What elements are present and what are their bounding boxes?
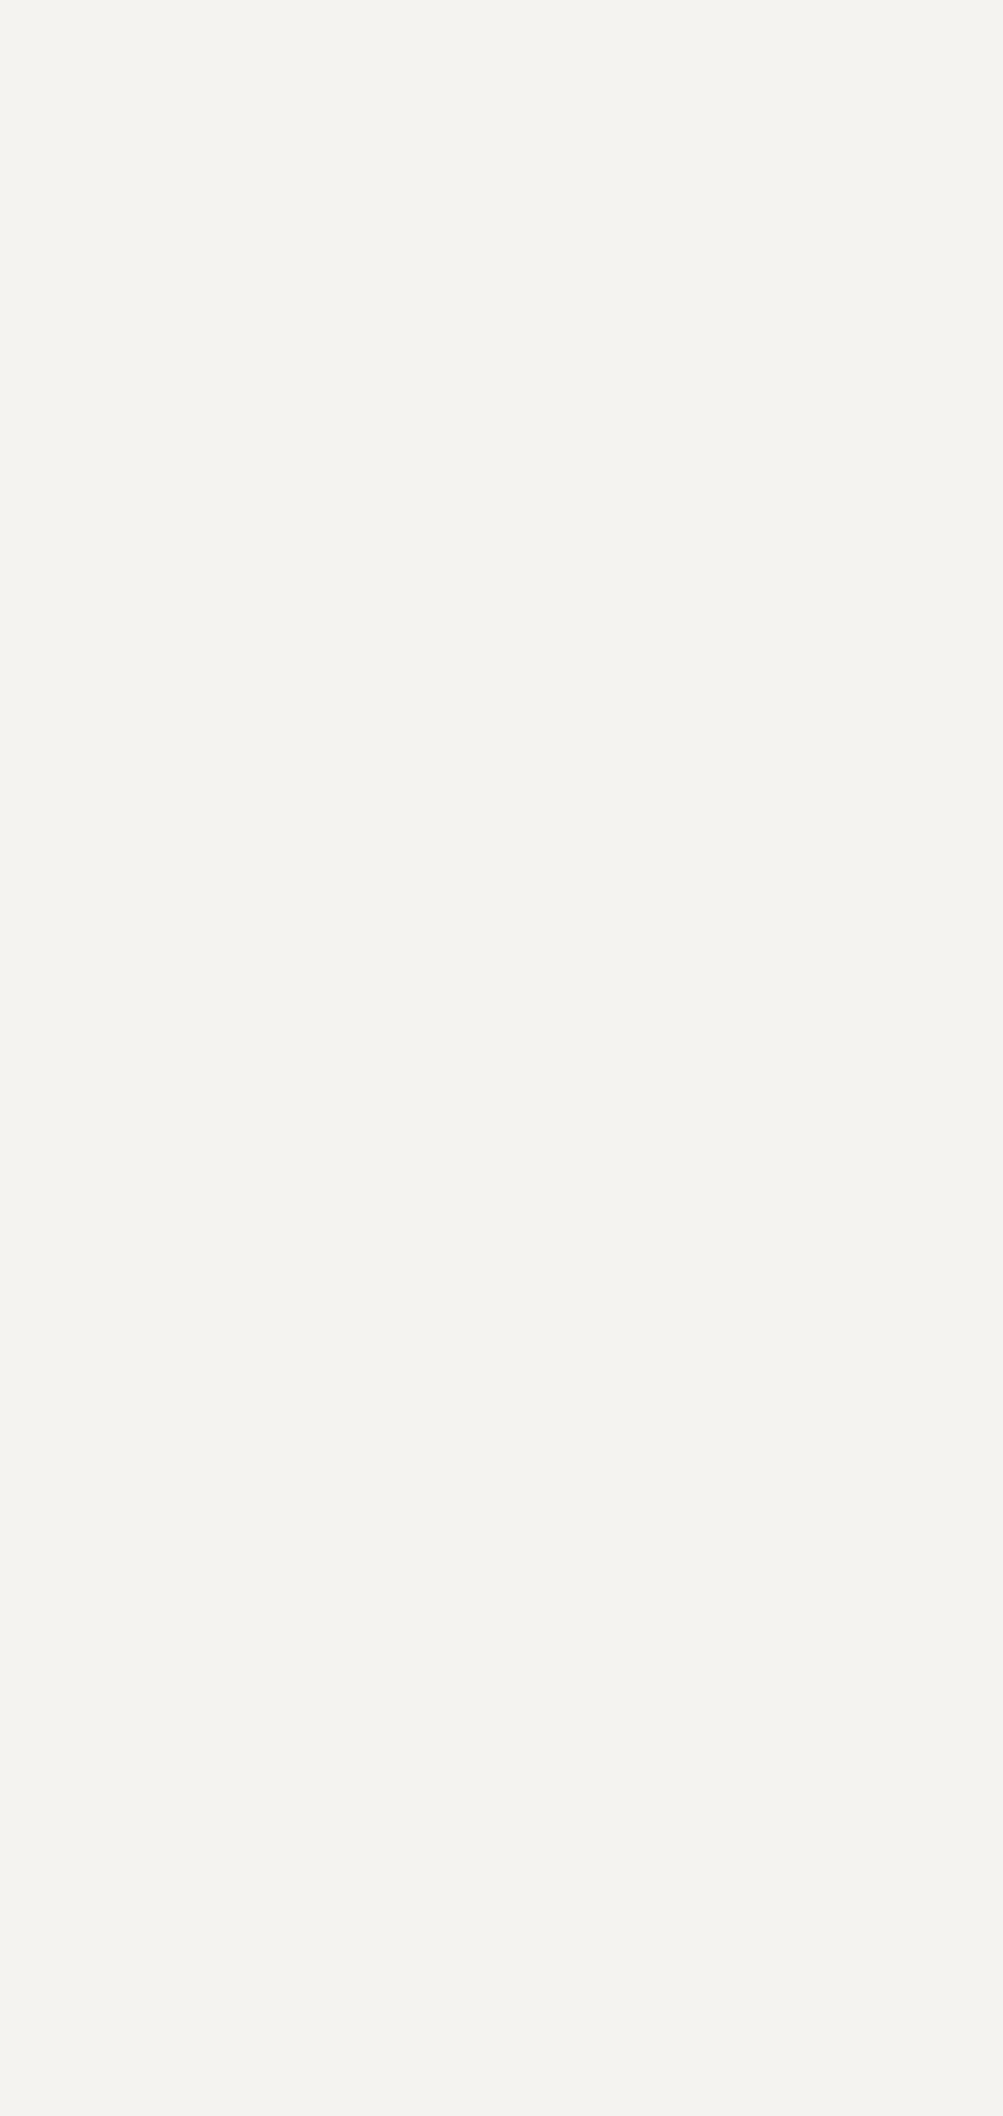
bottom-half-2: [503, 704, 1003, 2116]
